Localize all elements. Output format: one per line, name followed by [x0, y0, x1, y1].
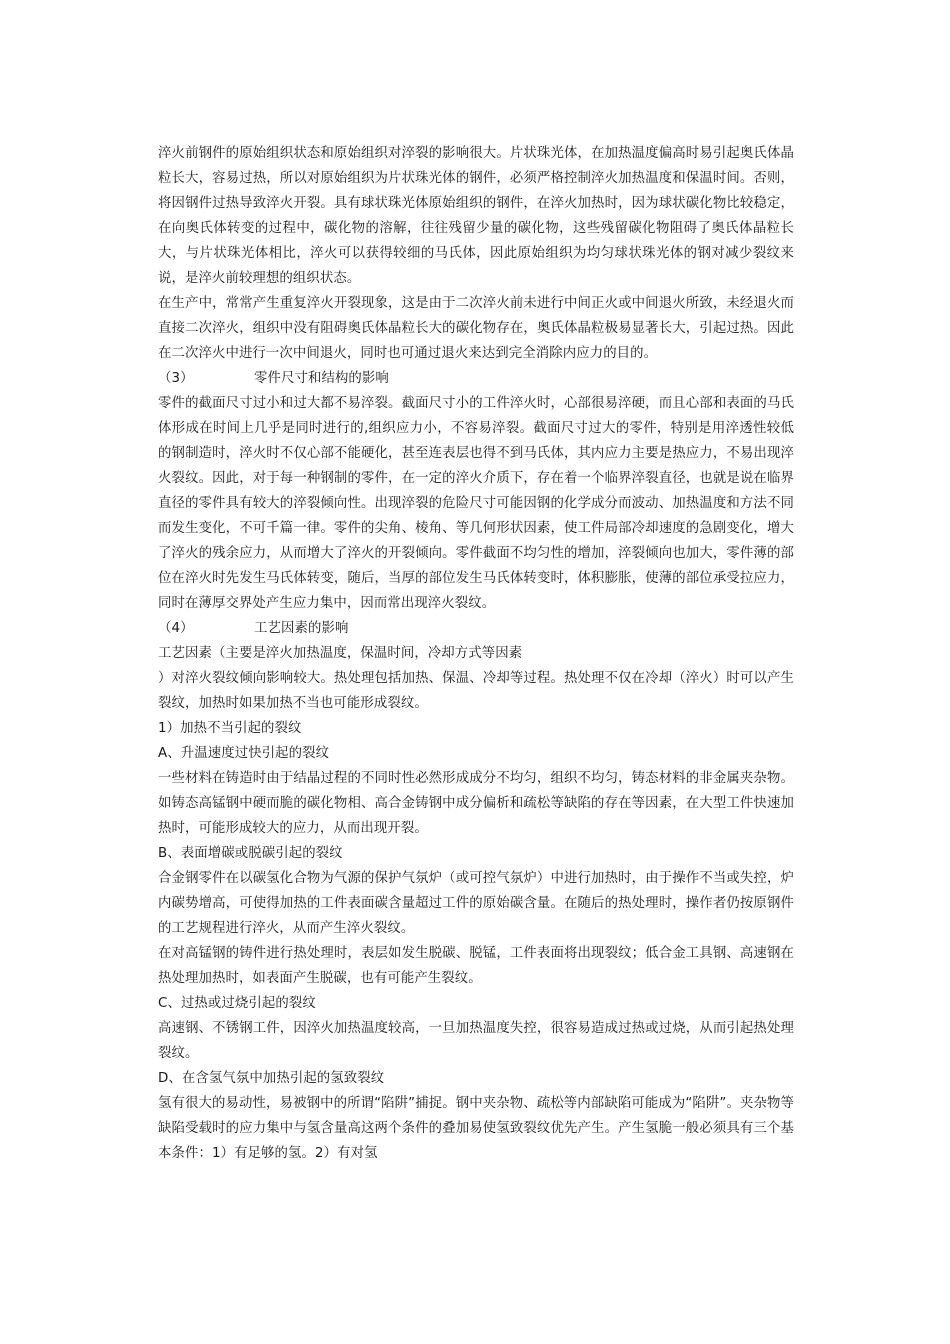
- paragraph: D、在含氢气氛中加热引起的氢致裂纹: [158, 1071, 385, 1086]
- section-heading: [158, 616, 794, 641]
- paragraph: 氢有很大的易动性，易被钢中的所谓“陷阱”捕捉。钢中夹杂物、疏松等内部缺陷可能成为“陷阱”。夹杂物等缺陷受载时的应力集中与氢含量高这两个条件的叠加易使氢致裂纹优先产生。产生氢脆一般必须具有三个基本条件：1）有足够的氢。2）有对氢: [158, 1096, 794, 1161]
- paragraph: 一些材料在铸造时由于结晶过程的不同时性必然形成成分不均匀，组织不均匀，铸态材料的非金属夹杂物。如铸态高锰钢中硬而脆的碳化物相、高合金铸钢中成分偏析和疏松等缺陷的存在等因素，在大型工件快速加热时，可能形成较大的应力，从而出现开裂。: [158, 771, 794, 836]
- paragraph: C、过热或过烧引起的裂纹: [158, 996, 316, 1011]
- paragraph: ）对淬火裂纹倾向影响较大。热处理包括加热、保温、冷却等过程。热处理不仅在冷却（淬火）时可以产生裂纹，加热时如果加热不当也可能形成裂纹。: [158, 671, 794, 711]
- paragraph: 在对高锰钢的铸件进行热处理时，表层如发生脱碳、脱锰，工件表面将出现裂纹；低合金工具钢、高速钢在热处理加热时，如表面产生脱碳，也有可能产生裂纹。: [158, 946, 794, 986]
- section-title: 零件尺寸和结构的影响: [254, 371, 389, 386]
- paragraph: 工艺因素（主要是淬火加热温度，保温时间，冷却方式等因素: [158, 646, 523, 661]
- paragraph: B、表面增碳或脱碳引起的裂纹: [158, 846, 343, 861]
- section-number: （4）: [158, 621, 194, 636]
- paragraph: 零件的截面尺寸过小和过大都不易淬裂。截面尺寸小的工件淬火时，心部很易淬硬，而且心部和表面的马氏体形成在时间上几乎是同时进行的,组织应力小，不容易淬裂。截面尺寸过大的零件，特别是用淬透性较低的钢制造时，淬火时不仅心部不能硬化，甚至连表层也得不到马氏体，其内应力主要是热应力，不易出现淬火裂纹。因此，对于每一种钢制的零件，在一定的淬火介质下，存在着一个临界淬裂直径，也就是说在临界直径的零件具有较大的淬裂倾向性。出现淬裂的危险尺寸可能因钢的化学成分而波动、加热温度和方法不同而发生变化，不可千篇一律。零件的尖角、棱角、等几何形状因素，使工件局部冷却速度的急剧变化，增大了淬火的残余应力，从而增大了淬火的开裂倾向。零件截面不均匀性的增加，淬裂倾向也加大，零件薄的部位在淬火时先发生马氏体转变，随后，当厚的部位发生马氏体转变时，体积膨胀，使薄的部位承受拉应力，同时在薄厚交界处产生应力集中，因而常出现淬火裂纹。: [158, 396, 794, 611]
- paragraph: 在生产中，常常产生重复淬火开裂现象，这是由于二次淬火前未进行中间正火或中间退火所致，未经退火而直接二次淬火，组织中没有阻碍奥氏体晶粒长大的碳化物存在，奥氏体晶粒极易显著长大，引起过热。因此在二次淬火中进行一次中间退火，同时也可通过退火来达到完全消除内应力的目的。: [158, 296, 794, 361]
- document-body: [158, 141, 794, 1166]
- paragraph: 高速钢、不锈钢工件，因淬火加热温度较高，一旦加热温度失控，很容易造成过热或过烧，从而引起热处理裂纹。: [158, 1021, 794, 1061]
- section-number: （3）: [158, 371, 194, 386]
- section-title: 工艺因素的影响: [254, 621, 349, 636]
- paragraph: 合金钢零件在以碳氢化合物为气源的保护气氛炉（或可控气氛炉）中进行加热时，由于操作不当或失控，炉内碳势增高，可使得加热的工件表面碳含量超过工件的原始碳含量。在随后的热处理时，操作者仍按原钢件的工艺规程进行淬火，从而产生淬火裂纹。: [158, 871, 794, 936]
- paragraph: 1）加热不当引起的裂纹: [158, 721, 302, 736]
- paragraph: A、升温速度过快引起的裂纹: [158, 746, 330, 761]
- section-heading: [158, 366, 794, 391]
- paragraph: 淬火前钢件的原始组织状态和原始组织对淬裂的影响很大。片状珠光体，在加热温度偏高时易引起奥氏体晶粒长大，容易过热，所以对原始组织为片状珠光体的钢件，必须严格控制淬火加热温度和保温时间。否则，将因钢件过热导致淬火开裂。具有球状珠光体原始组织的钢件，在淬火加热时，因为球状碳化物比较稳定，在向奥氏体转变的过程中，碳化物的溶解，往往残留少量的碳化物，这些残留碳化物阻碍了奥氏体晶粒长大，与片状珠光体相比，淬火可以获得较细的马氏体，因此原始组织为均匀球状珠光体的钢对减少裂纹来说，是淬火前较理想的组织状态。: [158, 146, 794, 286]
